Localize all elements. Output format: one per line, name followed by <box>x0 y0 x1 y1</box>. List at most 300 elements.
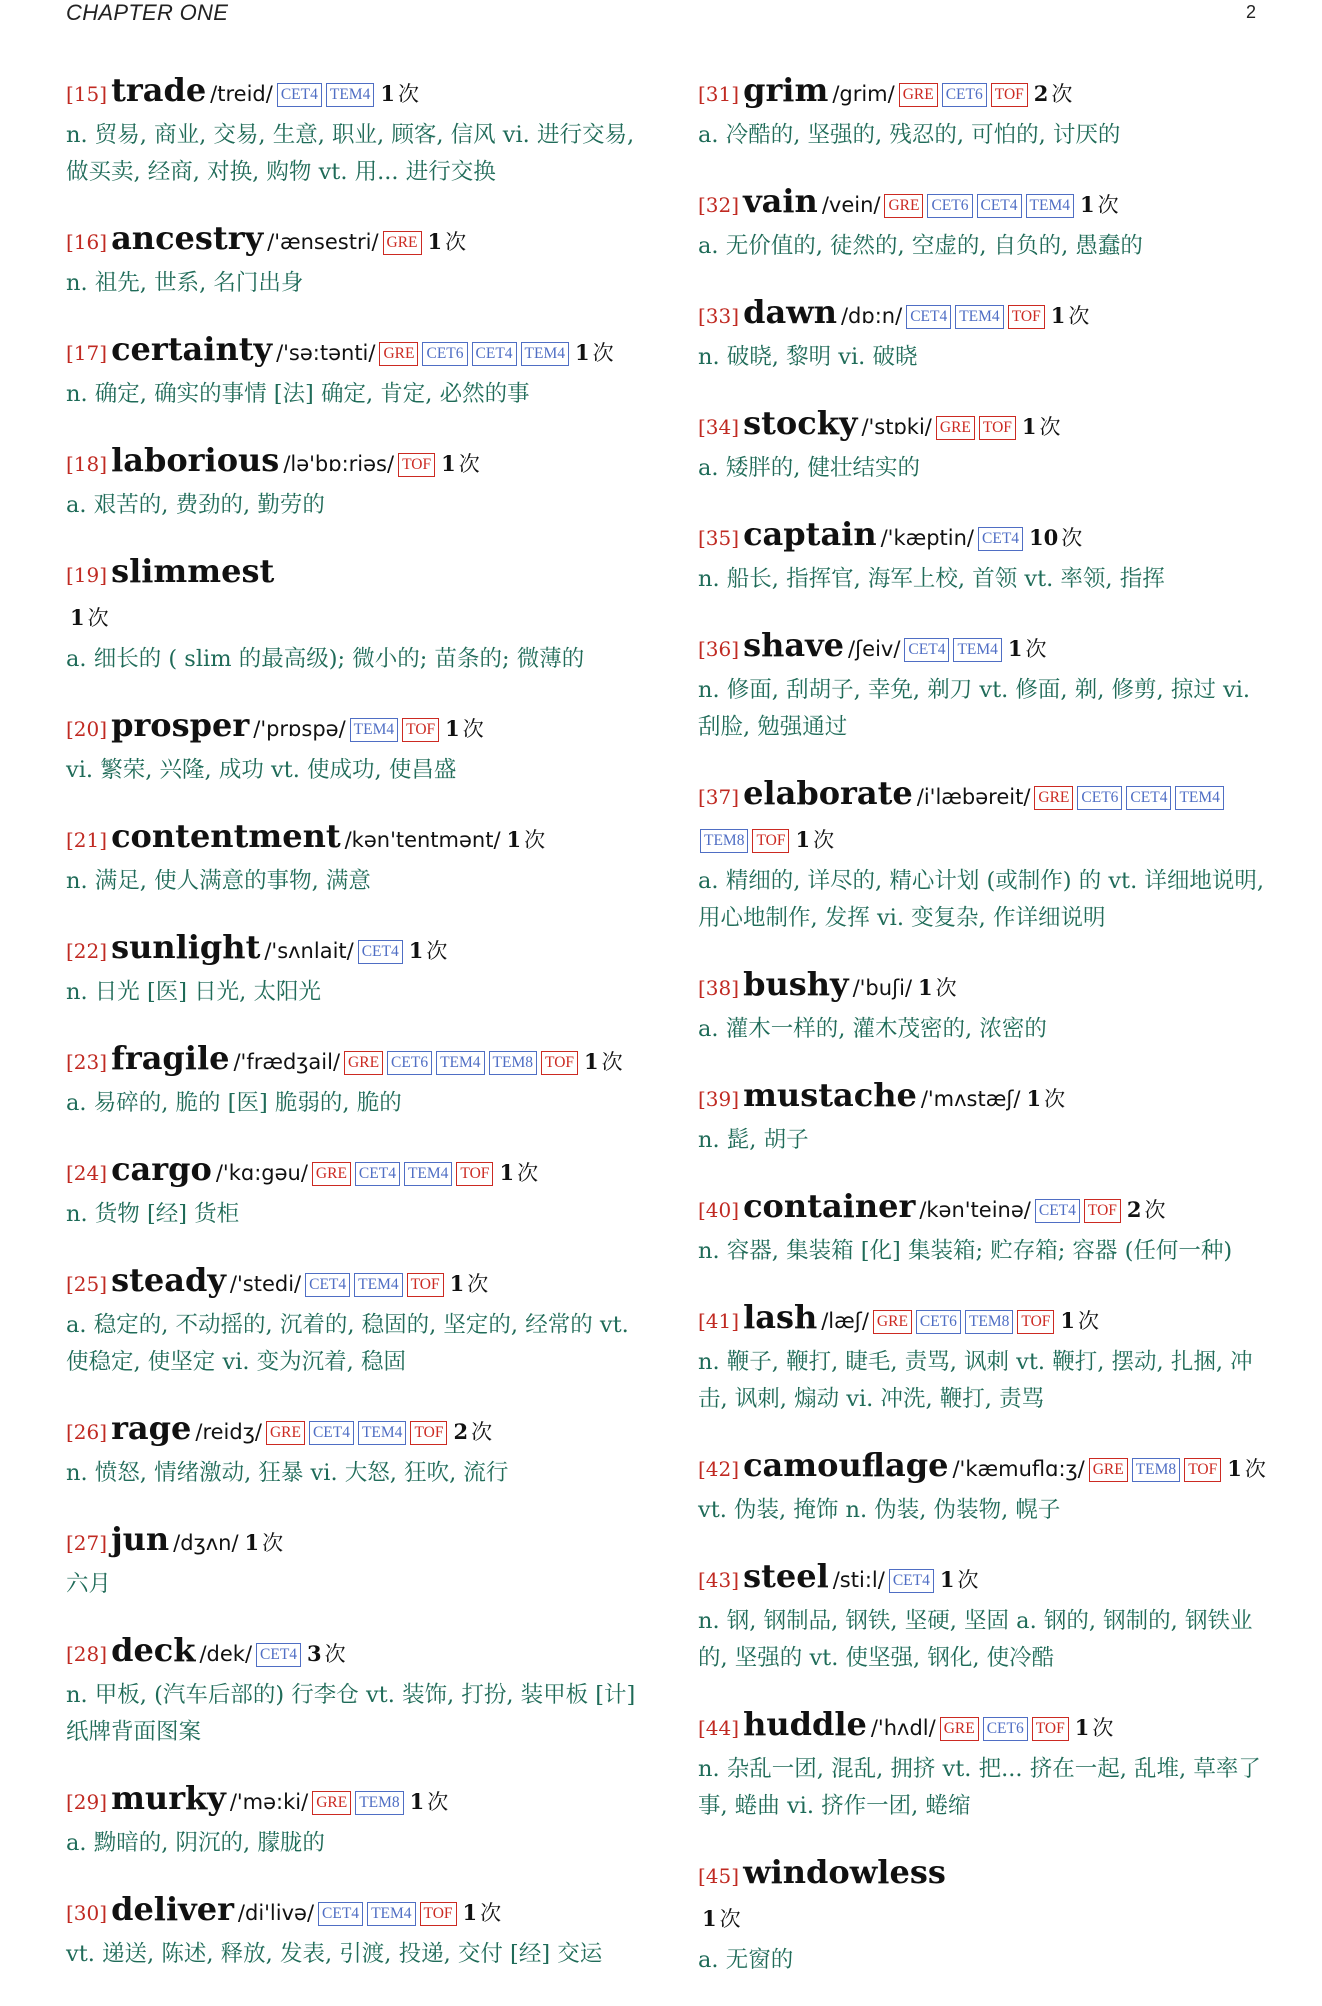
entry-phonetic: /kən'teinə/ <box>919 1198 1031 1222</box>
entry-frequency <box>450 1272 489 1296</box>
entry-word: contentment <box>111 817 341 855</box>
vocab-entry <box>698 625 1270 746</box>
entry-phonetic: /i'læbəreit/ <box>916 785 1031 809</box>
entry-frequency <box>918 976 957 1000</box>
entry-word: huddle <box>743 1705 867 1743</box>
entry-word: bushy <box>743 965 849 1003</box>
vocab-entry <box>66 551 636 678</box>
frequency-unit: 次 <box>1051 82 1073 106</box>
vocab-entry <box>698 1852 1270 1979</box>
entry-definition: a. 艰苦的, 费劲的, 勤劳的 <box>66 492 325 518</box>
frequency-count: 10 <box>1029 525 1059 550</box>
exam-tag-tof: TOF <box>1184 1458 1221 1482</box>
entry-index: [24] <box>66 1161 108 1185</box>
exam-tag-cet4: CET4 <box>305 1273 350 1297</box>
vocab-entry <box>698 964 1270 1048</box>
frequency-count: 1 <box>702 1906 717 1931</box>
frequency-unit: 次 <box>1025 637 1047 661</box>
entry-index: [21] <box>66 828 108 852</box>
entry-frequency <box>70 606 109 630</box>
entry-headline <box>66 551 636 641</box>
entry-headline <box>66 705 636 752</box>
entry-phonetic: /dɒ:n/ <box>840 304 903 328</box>
exam-tag-gre: GRE <box>383 231 422 255</box>
exam-tag-gre: GRE <box>1034 786 1073 810</box>
frequency-count: 1 <box>408 938 424 963</box>
entry-index: [29] <box>66 1790 108 1814</box>
frequency-count: 1 <box>445 716 460 741</box>
entry-headline <box>698 181 1270 228</box>
entry-definition: n. 愤怒, 情绪激动, 狂暴 vi. 大怒, 狂吹, 流行 <box>66 1460 509 1486</box>
exam-tag-tem8: TEM8 <box>700 829 748 853</box>
vocab-entry <box>698 1445 1270 1529</box>
entry-headline <box>66 70 636 117</box>
entry-definition: n. 杂乱一团, 混乱, 拥挤 vt. 把... 挤在一起, 乱堆, 草率了事, 蜷曲 vi. 挤作一团, 蜷缩 <box>698 1756 1261 1819</box>
frequency-unit: 次 <box>480 1901 502 1925</box>
entry-headline <box>698 403 1270 450</box>
entry-frequency <box>445 717 484 741</box>
frequency-unit: 次 <box>601 1050 623 1074</box>
entry-definition: a. 黝暗的, 阴沉的, 朦胧的 <box>66 1830 325 1856</box>
entry-index: [22] <box>66 939 108 963</box>
exam-tag-tem4: TEM4 <box>354 1273 402 1297</box>
entry-frequency <box>1127 1198 1166 1222</box>
entry-index: [41] <box>698 1309 740 1333</box>
exam-tag-tem4: TEM4 <box>436 1051 484 1075</box>
entry-index: [32] <box>698 193 740 217</box>
exam-tag-cet6: CET6 <box>942 83 987 107</box>
exam-tag-tem4: TEM4 <box>404 1162 452 1186</box>
entry-index: [20] <box>66 717 108 741</box>
exam-tag-tem4: TEM4 <box>521 342 569 366</box>
exam-tag-gre: GRE <box>899 83 938 107</box>
exam-tag-cet6: CET6 <box>983 1717 1028 1741</box>
entry-word: deliver <box>111 1890 234 1928</box>
exam-tag-cet4: CET4 <box>277 83 322 107</box>
frequency-unit: 次 <box>1092 1716 1114 1740</box>
exam-tag-cet4: CET4 <box>1126 786 1171 810</box>
page-number: 2 <box>1245 2 1256 22</box>
exam-tag-gre: GRE <box>1089 1458 1128 1482</box>
frequency-unit: 次 <box>1061 526 1083 550</box>
entry-phonetic: /'mə:ki/ <box>229 1790 309 1814</box>
entry-headline <box>66 816 636 863</box>
entry-word: steady <box>111 1261 226 1299</box>
frequency-unit: 次 <box>524 828 546 852</box>
vocab-entry <box>66 927 636 1011</box>
entry-word: jun <box>111 1520 170 1558</box>
exam-tag-tof: TOF <box>407 1273 444 1297</box>
entry-headline <box>698 1075 1270 1122</box>
entry-phonetic: /dʒʌn/ <box>173 1531 239 1555</box>
entry-word: lash <box>743 1298 818 1336</box>
exam-tag-tem4: TEM4 <box>326 83 374 107</box>
entry-definition: n. 鞭子, 鞭打, 睫毛, 责骂, 讽刺 vt. 鞭打, 摆动, 扎捆, 冲击, 讽刺, 煽动 vi. 冲洗, 鞭打, 责骂 <box>698 1349 1253 1412</box>
frequency-count: 1 <box>1060 1308 1076 1333</box>
frequency-count: 1 <box>462 1900 478 1925</box>
frequency-unit: 次 <box>427 1790 449 1814</box>
entry-definition: n. 贸易, 商业, 交易, 生意, 职业, 顾客, 信风 vi. 进行交易, 做买卖, 经商, 对换, 购物 vt. 用... 进行交换 <box>66 122 635 185</box>
entry-index: [30] <box>66 1901 108 1925</box>
entry-word: grim <box>743 71 829 109</box>
entry-headline <box>66 1260 636 1307</box>
vocab-entry <box>66 1408 636 1492</box>
exam-tag-cet4: CET4 <box>318 1902 363 1926</box>
vocab-entry <box>698 1186 1270 1270</box>
entry-word: dawn <box>743 293 837 331</box>
exam-tag-tof: TOF <box>541 1051 578 1075</box>
entry-frequency <box>1008 637 1047 661</box>
entry-headline <box>698 70 1270 117</box>
exam-tag-tof: TOF <box>402 718 439 742</box>
exam-tag-cet6: CET6 <box>916 1310 961 1334</box>
entry-phonetic: /'buʃi/ <box>852 976 913 1000</box>
entry-headline <box>66 1778 636 1825</box>
vocab-entry <box>66 1149 636 1233</box>
exam-tag-tof: TOF <box>752 829 789 853</box>
frequency-count: 1 <box>1007 636 1023 661</box>
exam-tag-cet6: CET6 <box>422 342 467 366</box>
exam-tag-tof: TOF <box>398 453 435 477</box>
entry-frequency <box>507 828 546 852</box>
frequency-unit: 次 <box>471 1420 493 1444</box>
frequency-count: 1 <box>584 1049 599 1074</box>
entry-definition: a. 稳定的, 不动摇的, 沉着的, 稳固的, 坚定的, 经常的 vt. 使稳定, 使坚定 vi. 变为沉着, 稳固 <box>66 1312 629 1375</box>
entry-index: [28] <box>66 1642 108 1666</box>
entry-phonetic: /reidʒ/ <box>195 1420 262 1444</box>
exam-tag-gre: GRE <box>884 194 923 218</box>
vocab-entry <box>66 1260 636 1381</box>
entry-index: [44] <box>698 1716 740 1740</box>
vocab-entry <box>698 403 1270 487</box>
entry-frequency <box>1227 1457 1266 1481</box>
exam-tag-tem4: TEM4 <box>367 1902 415 1926</box>
entry-headline <box>66 1519 636 1566</box>
entry-definition: a. 精细的, 详尽的, 精心计划 (或制作) 的 vt. 详细地说明, 用心地制作, 发挥 vi. 变复杂, 作详细说明 <box>698 868 1265 931</box>
entry-definition: n. 容器, 集装箱 [化] 集装箱; 贮存箱; 容器 (任何一种) <box>698 1238 1233 1264</box>
entry-index: [42] <box>698 1457 740 1481</box>
vocab-entry <box>698 1297 1270 1418</box>
vocab-entry <box>698 292 1270 376</box>
entry-definition: n. 修面, 刮胡子, 幸免, 剃刀 vt. 修面, 剃, 修剪, 掠过 vi. 刮脸, 勉强通过 <box>698 677 1251 740</box>
entry-definition: n. 船长, 指挥官, 海军上校, 首领 vt. 率领, 指挥 <box>698 566 1165 592</box>
entry-phonetic: /ʃeiv/ <box>848 637 901 661</box>
exam-tag-tem4: TEM4 <box>358 1421 406 1445</box>
entry-headline <box>698 1445 1270 1492</box>
entry-definition: a. 矮胖的, 健壮结实的 <box>698 455 921 481</box>
entry-headline <box>66 1408 636 1455</box>
entry-definition: n. 钢, 钢制品, 钢铁, 坚硬, 坚固 a. 钢的, 钢制的, 钢铁业的, 坚强的 vt. 使坚强, 钢化, 使冷酷 <box>698 1608 1253 1671</box>
entry-index: [40] <box>698 1198 740 1222</box>
entry-index: [35] <box>698 526 740 550</box>
exam-tag-cet4: CET4 <box>358 940 403 964</box>
vocab-entry <box>698 70 1270 154</box>
entry-word: slimmest <box>111 552 275 590</box>
entry-index: [19] <box>66 563 108 587</box>
frequency-unit: 次 <box>1068 304 1090 328</box>
entry-frequency <box>441 452 480 476</box>
frequency-count: 1 <box>449 1271 465 1296</box>
frequency-count: 1 <box>70 605 85 630</box>
entry-index: [15] <box>66 82 108 106</box>
entry-word: vain <box>743 182 818 220</box>
entry-frequency <box>428 230 467 254</box>
frequency-unit: 次 <box>324 1642 346 1666</box>
entry-word: fragile <box>111 1039 230 1077</box>
entry-index: [33] <box>698 304 740 328</box>
vocab-entry <box>698 1075 1270 1159</box>
exam-tag-gre: GRE <box>379 342 418 366</box>
frequency-unit: 次 <box>1078 1309 1100 1333</box>
entry-word: stocky <box>743 404 858 442</box>
vocab-entry <box>66 1630 636 1751</box>
entry-headline <box>66 1889 636 1936</box>
exam-tag-cet4: CET4 <box>472 342 517 366</box>
exam-tag-cet4: CET4 <box>978 527 1023 551</box>
entry-frequency <box>463 1901 502 1925</box>
entry-headline <box>698 1297 1270 1344</box>
entry-definition: a. 灌木一样的, 灌木茂密的, 浓密的 <box>698 1016 1047 1042</box>
frequency-count: 2 <box>1033 81 1049 106</box>
entry-definition: vt. 递送, 陈述, 释放, 发表, 引渡, 投递, 交付 [经] 交运 <box>66 1941 603 1967</box>
entry-frequency <box>1060 1309 1099 1333</box>
entry-definition: a. 细长的 ( slim 的最高级); 微小的; 苗条的; 微薄的 <box>66 646 585 672</box>
frequency-unit: 次 <box>1039 415 1061 439</box>
entry-index: [36] <box>698 637 740 661</box>
entry-headline <box>66 1149 636 1196</box>
frequency-count: 1 <box>506 827 522 852</box>
entry-word: murky <box>111 1779 226 1817</box>
exam-tag-tof: TOF <box>1084 1199 1121 1223</box>
exam-tag-tem8: TEM8 <box>489 1051 537 1075</box>
entry-definition: a. 无窗的 <box>698 1947 794 1973</box>
entry-word: certainty <box>111 330 273 368</box>
entry-phonetic: /'mʌstæʃ/ <box>920 1087 1021 1111</box>
entry-definition: a. 易碎的, 脆的 [医] 脆弱的, 脆的 <box>66 1090 402 1116</box>
entry-word: container <box>743 1187 916 1225</box>
entry-word: steel <box>743 1557 829 1595</box>
entry-phonetic: /'hʌdl/ <box>870 1716 936 1740</box>
exam-tag-cet4: CET4 <box>977 194 1022 218</box>
frequency-unit: 次 <box>592 341 614 365</box>
vocab-entry <box>66 816 636 900</box>
entry-frequency <box>1075 1716 1114 1740</box>
entry-phonetic: /kən'tentmənt/ <box>344 828 501 852</box>
entry-index: [27] <box>66 1531 108 1555</box>
entry-frequency <box>940 1568 979 1592</box>
entry-frequency <box>1029 526 1082 550</box>
frequency-count: 1 <box>1050 303 1066 328</box>
entry-phonetic: /'kɑ:gəu/ <box>215 1161 308 1185</box>
exam-tag-tem4: TEM4 <box>1175 786 1223 810</box>
exam-tag-cet6: CET6 <box>387 1051 432 1075</box>
frequency-unit: 次 <box>935 976 957 1000</box>
entry-definition: n. 满足, 使人满意的事物, 满意 <box>66 868 371 894</box>
entry-headline <box>66 218 636 265</box>
entry-frequency <box>1022 415 1061 439</box>
entry-phonetic: /'frædʒail/ <box>233 1050 341 1074</box>
frequency-count: 2 <box>453 1419 469 1444</box>
frequency-count: 1 <box>1080 192 1095 217</box>
entry-headline <box>698 1556 1270 1603</box>
entry-phonetic: /'stedi/ <box>229 1272 302 1296</box>
entry-index: [18] <box>66 452 108 476</box>
frequency-unit: 次 <box>1244 1457 1266 1481</box>
entry-index: [23] <box>66 1050 108 1074</box>
entry-word: mustache <box>743 1076 917 1114</box>
right-column <box>698 70 1270 2006</box>
entry-headline <box>66 1630 636 1677</box>
exam-tag-gre: GRE <box>312 1791 351 1815</box>
exam-tag-gre: GRE <box>344 1051 383 1075</box>
exam-tag-tof: TOF <box>456 1162 493 1186</box>
entry-definition: n. 货物 [经] 货柜 <box>66 1201 240 1227</box>
exam-tag-gre: GRE <box>873 1310 912 1334</box>
exam-tag-tem4: TEM4 <box>953 638 1001 662</box>
frequency-count: 3 <box>307 1641 322 1666</box>
exam-tag-cet6: CET6 <box>1077 786 1122 810</box>
entry-phonetic: /grim/ <box>832 82 895 106</box>
frequency-unit: 次 <box>957 1568 979 1592</box>
entry-headline <box>698 625 1270 672</box>
entry-definition: n. 破晓, 黎明 vi. 破晓 <box>698 344 918 370</box>
frequency-unit: 次 <box>87 606 109 630</box>
entry-headline <box>66 329 636 376</box>
entry-frequency <box>307 1642 346 1666</box>
entry-frequency <box>795 828 834 852</box>
exam-tag-tof: TOF <box>979 416 1016 440</box>
exam-tag-tof: TOF <box>1008 305 1045 329</box>
frequency-count: 1 <box>409 1789 425 1814</box>
entry-word: shave <box>743 626 845 664</box>
entry-definition: n. 祖先, 世系, 名门出身 <box>66 270 304 296</box>
exam-tag-tof: TOF <box>1032 1717 1069 1741</box>
entry-index: [37] <box>698 785 740 809</box>
exam-tag-tof: TOF <box>410 1421 447 1445</box>
exam-tag-tof: TOF <box>991 83 1028 107</box>
exam-tag-tof: TOF <box>420 1902 457 1926</box>
entry-index: [39] <box>698 1087 740 1111</box>
exam-tag-tem8: TEM8 <box>355 1791 403 1815</box>
entry-phonetic: /sti:l/ <box>832 1568 885 1592</box>
chapter-title: CHAPTER ONE <box>66 0 229 25</box>
frequency-unit: 次 <box>467 1272 489 1296</box>
entry-word: windowless <box>743 1853 946 1891</box>
entry-index: [34] <box>698 415 740 439</box>
entry-phonetic: /lə'bɒ:riəs/ <box>283 452 395 476</box>
vocab-entry <box>66 1889 636 1973</box>
entry-frequency <box>245 1531 284 1555</box>
exam-tag-tem4: TEM4 <box>1026 194 1074 218</box>
frequency-count: 1 <box>244 1530 260 1555</box>
entry-index: [25] <box>66 1272 108 1296</box>
entry-frequency <box>575 341 614 365</box>
frequency-unit: 次 <box>426 939 448 963</box>
frequency-unit: 次 <box>1144 1198 1166 1222</box>
entry-index: [26] <box>66 1420 108 1444</box>
entry-word: elaborate <box>743 774 913 812</box>
entry-word: camouflage <box>743 1446 949 1484</box>
frequency-count: 1 <box>1074 1715 1090 1740</box>
frequency-count: 1 <box>1026 1086 1042 1111</box>
frequency-unit: 次 <box>813 828 835 852</box>
frequency-count: 1 <box>380 81 395 106</box>
vocab-entry <box>66 218 636 302</box>
entry-headline <box>66 927 636 974</box>
entry-definition: n. 日光 [医] 日光, 太阳光 <box>66 979 321 1005</box>
entry-frequency <box>499 1161 538 1185</box>
exam-tag-cet4: CET4 <box>906 305 951 329</box>
frequency-unit: 次 <box>1097 193 1119 217</box>
entry-definition: n. 确定, 确实的事情 [法] 确定, 肯定, 必然的事 <box>66 381 530 407</box>
frequency-count: 1 <box>918 975 933 1000</box>
frequency-unit: 次 <box>462 717 484 741</box>
entry-frequency <box>1034 82 1073 106</box>
entry-phonetic: /'prɒspə/ <box>253 717 346 741</box>
frequency-unit: 次 <box>458 452 480 476</box>
entry-headline <box>698 964 1270 1011</box>
entry-phonetic: /'kæptin/ <box>880 526 975 550</box>
entry-frequency <box>584 1050 623 1074</box>
exam-tag-gre: GRE <box>936 416 975 440</box>
exam-tag-cet4: CET4 <box>355 1162 400 1186</box>
exam-tag-tem8: TEM8 <box>965 1310 1013 1334</box>
exam-tag-tem4: TEM4 <box>350 718 398 742</box>
page-header <box>66 0 1256 32</box>
frequency-count: 1 <box>1227 1456 1242 1481</box>
frequency-unit: 次 <box>517 1161 539 1185</box>
left-column <box>66 70 636 2000</box>
entry-definition: vt. 伪装, 掩饰 n. 伪装, 伪装物, 幌子 <box>698 1497 1061 1523</box>
frequency-unit: 次 <box>1044 1087 1066 1111</box>
entry-phonetic: /'ænsestri/ <box>267 230 379 254</box>
frequency-count: 1 <box>441 451 456 476</box>
entry-headline <box>698 292 1270 339</box>
entry-definition: a. 冷酷的, 坚强的, 残忍的, 可怕的, 讨厌的 <box>698 122 1121 148</box>
entry-definition: n. 髭, 胡子 <box>698 1127 809 1153</box>
exam-tag-cet6: CET6 <box>927 194 972 218</box>
entry-index: [45] <box>698 1864 740 1888</box>
exam-tag-cet4: CET4 <box>889 1569 934 1593</box>
entry-index: [43] <box>698 1568 740 1592</box>
entry-phonetic: /'sʌnlait/ <box>264 939 354 963</box>
vocab-entry <box>66 70 636 191</box>
entry-word: captain <box>743 515 877 553</box>
entry-word: laborious <box>111 441 280 479</box>
exam-tag-cet4: CET4 <box>904 638 949 662</box>
vocab-entry <box>698 514 1270 598</box>
vocab-entry <box>66 440 636 524</box>
entry-headline <box>698 514 1270 561</box>
entry-word: ancestry <box>111 219 264 257</box>
entry-frequency <box>380 82 419 106</box>
exam-tag-tem8: TEM8 <box>1132 1458 1180 1482</box>
vocab-entry <box>698 1704 1270 1825</box>
entry-definition: 六月 <box>66 1571 112 1597</box>
frequency-unit: 次 <box>445 230 467 254</box>
entry-phonetic: /'kæmuflɑ:ʒ/ <box>952 1457 1085 1481</box>
entry-frequency <box>1027 1087 1066 1111</box>
entry-phonetic: /dek/ <box>199 1642 253 1666</box>
frequency-count: 1 <box>939 1567 955 1592</box>
frequency-unit: 次 <box>397 82 419 106</box>
entry-frequency <box>1051 304 1090 328</box>
entry-headline <box>66 1038 636 1085</box>
exam-tag-gre: GRE <box>312 1162 351 1186</box>
entry-frequency <box>1080 193 1119 217</box>
entry-phonetic: /'sə:tənti/ <box>276 341 376 365</box>
frequency-count: 1 <box>499 1160 515 1185</box>
